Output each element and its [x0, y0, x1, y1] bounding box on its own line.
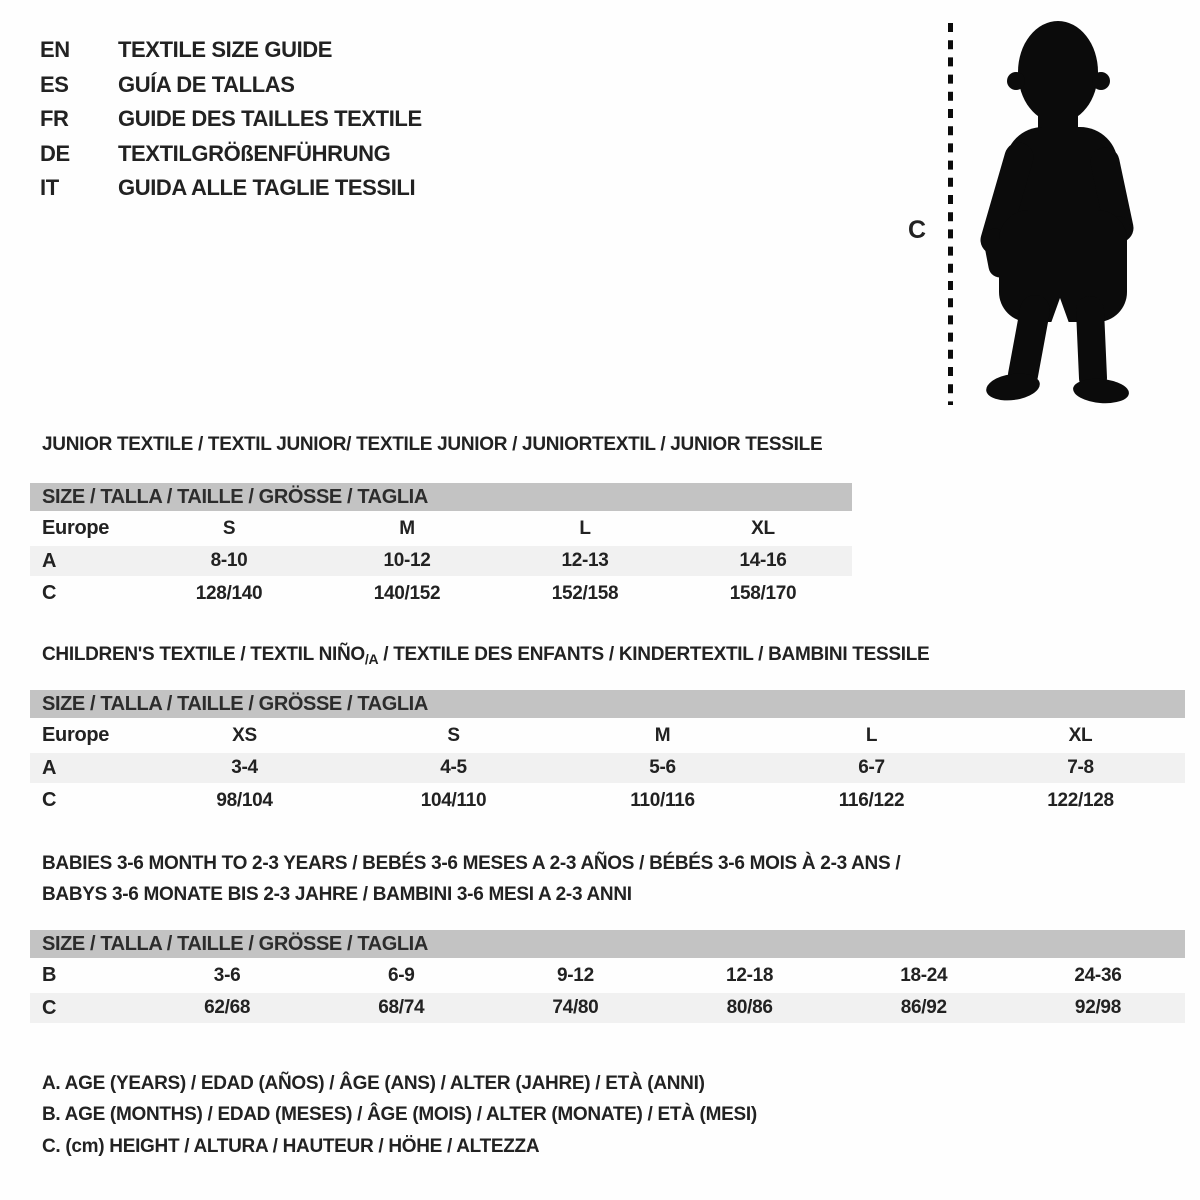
- row-label: C: [42, 789, 57, 811]
- value-cell: 80/86: [726, 997, 773, 1018]
- babies-table: [30, 930, 1185, 1023]
- value-cell: 92/98: [1074, 997, 1121, 1018]
- table-row-months: [30, 958, 1185, 993]
- children-title-main: CHILDREN'S TEXTILE / TEXTIL NIÑO: [42, 644, 365, 665]
- language-title: TEXTILE SIZE GUIDE: [118, 37, 333, 63]
- language-code: DE: [40, 140, 70, 166]
- size-header-bar: SIZE / TALLA / TAILLE / GRÖSSE / TAGLIA: [30, 690, 1185, 718]
- value-cell: 14-16: [739, 550, 787, 571]
- size-cell: M: [399, 517, 415, 539]
- size-cell: M: [654, 724, 671, 746]
- children-table-title: [42, 644, 929, 666]
- children-title-rest: / TEXTILE DES ENFANTS / KINDERTEXTIL / BAMBINI TESSILE: [378, 644, 930, 665]
- size-header-bar: SIZE / TALLA / TAILLE / GRÖSSE / TAGLIA: [30, 930, 1185, 958]
- value-cell: 86/92: [900, 997, 947, 1018]
- height-measure-label: C: [908, 216, 926, 244]
- language-row-it: [40, 171, 422, 206]
- value-cell: 7-8: [1067, 757, 1094, 778]
- size-cell: S: [447, 724, 460, 746]
- footnote-b: B. AGE (MONTHS) / EDAD (MESES) / ÂGE (MOIS) / ALTER (MONATE) / ETÀ (MESI): [42, 1104, 757, 1126]
- language-row-es: [40, 68, 422, 103]
- value-cell: 4-5: [440, 757, 467, 778]
- value-cell: 9-12: [557, 964, 594, 986]
- toddler-silhouette-figure: [935, 14, 1140, 414]
- value-cell: 6-9: [387, 964, 415, 986]
- table-row-height: [30, 783, 1185, 818]
- table-row-height: [30, 993, 1185, 1023]
- value-cell: 122/128: [1047, 789, 1114, 811]
- children-title-sub: /A: [364, 651, 379, 667]
- value-cell: 62/68: [204, 997, 251, 1018]
- size-cell: XL: [1068, 724, 1093, 746]
- language-code: IT: [40, 175, 59, 201]
- footnote-a: A. AGE (YEARS) / EDAD (AÑOS) / ÂGE (ANS) / ALTER (JAHRE) / ETÀ (ANNI): [42, 1072, 705, 1094]
- value-cell: 8-10: [210, 550, 248, 571]
- language-row-de: [40, 137, 422, 172]
- babies-table-title-line2: BABYS 3-6 MONATE BIS 2-3 JAHRE / BAMBINI 3-6 MESI A 2-3 ANNI: [42, 884, 632, 905]
- language-title: TEXTILGRÖßENFÜHRUNG: [118, 140, 391, 166]
- value-cell: 68/74: [378, 997, 425, 1018]
- size-cell: L: [579, 517, 591, 539]
- row-label: C: [42, 996, 57, 1019]
- language-title: GUIDE DES TAILLES TEXTILE: [118, 106, 422, 132]
- row-label: A: [42, 549, 57, 572]
- table-row-height: [30, 576, 852, 611]
- toddler-silhouette-icon: [935, 14, 1140, 414]
- table-row-age: [30, 753, 1185, 783]
- babies-table-title-line1: BABIES 3-6 MONTH TO 2-3 YEARS / BEBÉS 3-6 MESES A 2-3 AÑOS / BÉBÉS 3-6 MOIS À 2-3 ANS /: [42, 853, 901, 874]
- value-cell: 152/158: [551, 582, 619, 604]
- value-cell: 116/122: [838, 789, 905, 811]
- value-cell: 74/80: [552, 997, 599, 1018]
- table-row-europe: [30, 511, 852, 546]
- value-cell: 5-6: [649, 757, 676, 778]
- language-code: ES: [40, 71, 69, 97]
- language-row-en: [40, 33, 422, 68]
- language-header: [40, 33, 422, 206]
- junior-table: [30, 483, 852, 611]
- value-cell: 24-36: [1074, 964, 1122, 986]
- children-table: [30, 690, 1185, 818]
- size-cell: S: [222, 517, 236, 539]
- value-cell: 104/110: [420, 789, 487, 811]
- language-code: EN: [40, 37, 70, 63]
- value-cell: 158/170: [729, 582, 797, 604]
- row-label: Europe: [42, 517, 110, 539]
- value-cell: 140/152: [373, 582, 441, 604]
- row-label: A: [42, 756, 57, 779]
- value-cell: 98/104: [216, 789, 273, 811]
- size-cell: L: [865, 724, 878, 746]
- value-cell: 3-4: [231, 757, 258, 778]
- value-cell: 12-18: [726, 964, 774, 986]
- size-cell: XL: [751, 517, 775, 539]
- size-cell: XS: [232, 724, 257, 746]
- value-cell: 12-13: [561, 550, 609, 571]
- value-cell: 3-6: [213, 964, 241, 986]
- language-row-fr: [40, 102, 422, 137]
- value-cell: 110/116: [630, 789, 695, 811]
- footnote-c: C. (cm) HEIGHT / ALTURA / HAUTEUR / HÖHE / ALTEZZA: [42, 1135, 540, 1157]
- table-row-europe: [30, 718, 1185, 753]
- toddler-silhouette-shape: [984, 21, 1129, 405]
- value-cell: 18-24: [900, 964, 948, 986]
- row-label: B: [42, 964, 57, 986]
- language-code: FR: [40, 106, 69, 132]
- size-header-bar: SIZE / TALLA / TAILLE / GRÖSSE / TAGLIA: [30, 483, 852, 511]
- table-row-age: [30, 546, 852, 576]
- language-title: GUIDA ALLE TAGLIE TESSILI: [118, 175, 416, 201]
- language-title: GUÍA DE TALLAS: [118, 71, 295, 97]
- value-cell: 128/140: [195, 582, 263, 604]
- value-cell: 6-7: [858, 757, 885, 778]
- row-label: C: [42, 582, 57, 604]
- footnotes: [42, 1068, 757, 1163]
- junior-table-title: JUNIOR TEXTILE / TEXTIL JUNIOR/ TEXTILE JUNIOR / JUNIORTEXTIL / JUNIOR TESSILE: [42, 434, 823, 455]
- value-cell: 10-12: [383, 550, 431, 571]
- row-label: Europe: [42, 724, 110, 746]
